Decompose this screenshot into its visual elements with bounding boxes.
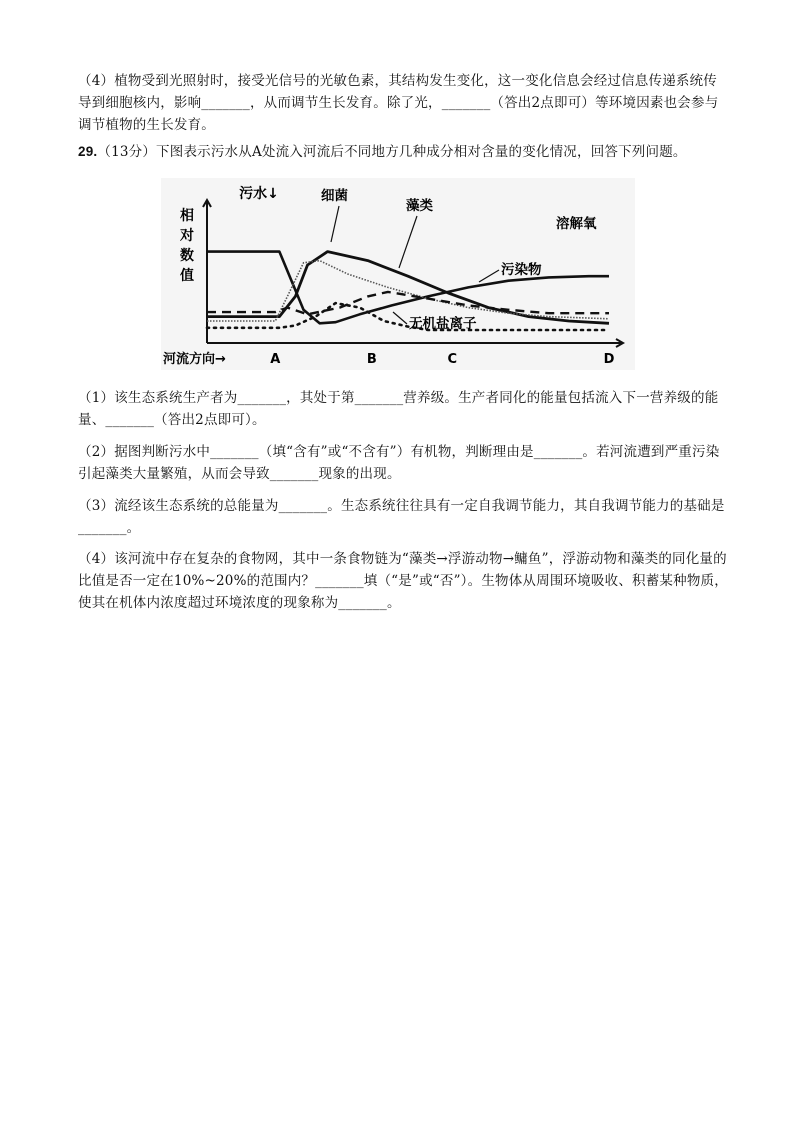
question-stem-text: （13分）下图表示污水从A处流入河流后不同地方几种成分相对含量的变化情况，回答下列问题。	[97, 144, 687, 160]
x-tick-label-A: A	[270, 352, 281, 367]
y-axis-label-char: 相	[180, 208, 194, 224]
y-axis-label-char: 对	[180, 228, 194, 244]
series-label-3: 藻类	[406, 198, 433, 214]
series-label-2: 细菌	[321, 188, 348, 204]
y-axis-label-char: 数	[180, 248, 194, 264]
x-tick-label-D: D	[603, 352, 615, 367]
question-number: 29.	[78, 144, 98, 159]
question-29-sub3: （3）流经该生态系统的总能量为_______。生态系统往往具有一定自我调节能力，其自我调节能力的基础是_______。	[78, 498, 725, 536]
x-tick-label-B: B	[366, 352, 377, 367]
series-label-0: 溶解氧	[556, 216, 597, 232]
series-label-1: 污染物	[501, 262, 542, 278]
chart-svg	[161, 178, 635, 370]
x-axis-label: 河流方向→	[163, 352, 226, 367]
sewage-annotation: 污水↓	[239, 186, 279, 202]
question-29-sub2: （2）据图判断污水中_______（填“含有”或“不含有”）有机物，判断理由是_______。若河流遭到严重污染引起藻类大量繁殖，从而会导致_______现象的出现。	[78, 444, 720, 482]
chart-background	[161, 178, 635, 370]
x-tick-label-C: C	[447, 352, 457, 367]
question-29-sub4: （4）该河流中存在复杂的食物网，其中一条食物链为“藻类→浮游动物→鳙鱼”，浮游动物和藻类的同化量的比值是否一定在10%~20%的范围内？_______填（“是”或“否”）。生物体从周围环境吸收、积蓄某种物质，使其在机体内浓度超过环境浓度的现象称为_______。	[78, 551, 728, 611]
question-29-sub1: （1）该生态系统生产者为_______，其处于第_______营养级。生产者同化的能量包括流入下一营养级的能量、_______（答出2点即可）。	[78, 390, 719, 428]
river-pollution-chart	[161, 178, 635, 370]
question-29-stem	[78, 141, 728, 163]
y-axis-label-char: 值	[180, 268, 194, 284]
plant-photoreceptor-question: （4）植物受到光照射时，接受光信号的光敏色素，其结构发生变化，这一变化信息会经过信息传递系统传导到细胞核内，影响_______，从而调节生长发育。除了光，_______（答出2点即可）等环境因素也会参与调节植物的生长发育。	[78, 73, 719, 133]
series-label-4: 无机盐离子	[409, 316, 477, 332]
